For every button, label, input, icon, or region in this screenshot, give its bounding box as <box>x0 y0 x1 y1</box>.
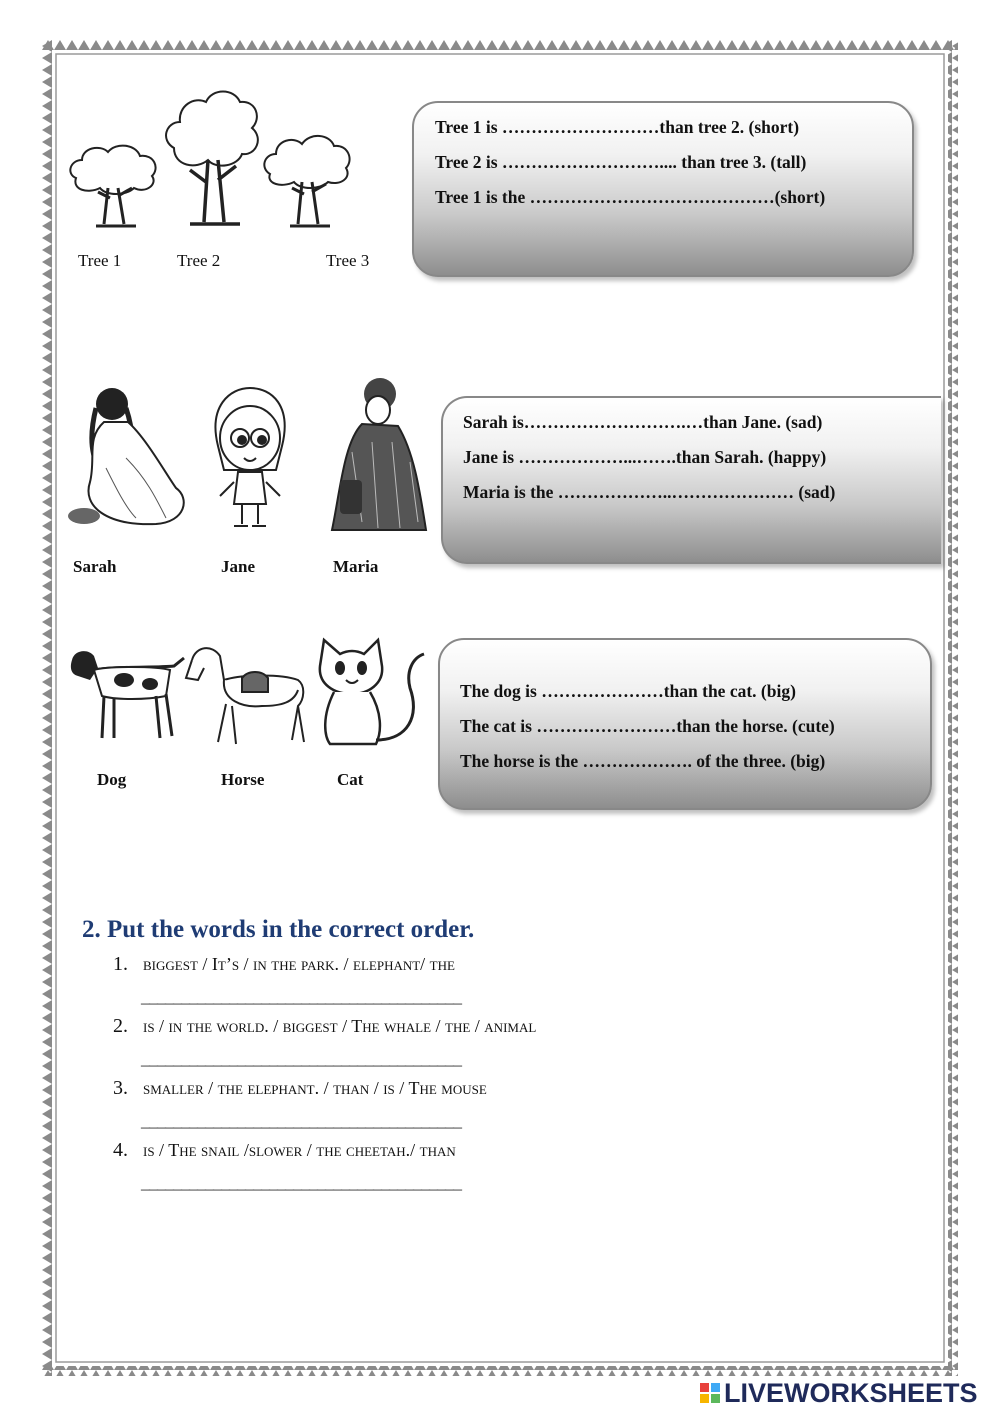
item-number-2: 2. <box>113 1015 128 1037</box>
item-words-4: is / The snail /slower / the cheetah./ than <box>143 1140 456 1160</box>
girls-sentence-2: Jane is ………………...…….than Sarah. (happy) <box>463 447 827 467</box>
item-words-3: smaller / the elephant. / than / is / The mouse <box>143 1078 487 1098</box>
animals-sentence-3: The horse is the ………………. of the three. (big) <box>460 751 826 771</box>
trees-sentence-2: Tree 2 is ……………………….... than tree 3. (tall) <box>435 152 807 172</box>
animal-caption-cat: Cat <box>337 770 364 789</box>
girl-caption-jane: Jane <box>221 557 255 576</box>
logo-square <box>711 1394 720 1403</box>
animal-caption-horse: Horse <box>221 770 265 789</box>
sarah-illustration <box>66 378 192 530</box>
jane-illustration <box>200 386 300 530</box>
trees-sentence-1: Tree 1 is ………………………than tree 2. (short) <box>435 117 800 137</box>
trees-sentence-3: Tree 1 is the ……………………………………(short) <box>435 187 826 207</box>
logo-text: LIVEWORKSHEETS <box>724 1377 978 1408</box>
girl-caption-maria: Maria <box>333 557 379 576</box>
maria-illustration <box>322 372 430 534</box>
item-words-2: is / in the world. / biggest / The whale / the / animal <box>143 1016 537 1036</box>
answer-line-3[interactable]: ________________________________________ <box>141 1110 461 1130</box>
liveworksheets-logo[interactable] <box>700 1376 978 1410</box>
item-number-1: 1. <box>113 953 128 975</box>
logo-square <box>700 1394 709 1403</box>
animal-caption-dog: Dog <box>97 770 127 789</box>
girls-sentence-1: Sarah is……………………….…than Jane. (sad) <box>463 412 823 432</box>
item-words-1: biggest / It’s / in the park. / elephant/ the <box>143 954 455 974</box>
tree-caption-1: Tree 1 <box>78 251 122 270</box>
item-number-3: 3. <box>113 1077 128 1099</box>
answer-line-2[interactable]: ________________________________________ <box>141 1048 461 1068</box>
answer-line-4[interactable]: ________________________________________ <box>141 1172 461 1192</box>
horse-illustration <box>182 640 310 750</box>
logo-square <box>711 1383 720 1392</box>
tree-illustration-3 <box>260 126 356 230</box>
tree-illustration-2 <box>160 86 264 230</box>
animals-sentence-2: The cat is ……………………than the horse. (cute) <box>460 716 835 736</box>
girls-sentence-3: Maria is the ………………..………………… (sad) <box>463 482 836 502</box>
tree-caption-2: Tree 2 <box>177 251 221 270</box>
section2-heading: 2. Put the words in the correct order. <box>82 916 475 943</box>
logo-square <box>700 1383 709 1392</box>
tree-illustration-1 <box>66 138 162 230</box>
tree-caption-3: Tree 3 <box>326 251 370 270</box>
dog-illustration <box>66 646 186 746</box>
logo-grid-icon <box>700 1383 720 1403</box>
cat-illustration <box>312 636 428 750</box>
item-number-4: 4. <box>113 1139 128 1161</box>
girl-caption-sarah: Sarah <box>73 557 117 576</box>
animals-sentence-1: The dog is …………………than the cat. (big) <box>460 681 796 701</box>
answer-line-1[interactable]: ________________________________________ <box>141 986 461 1006</box>
